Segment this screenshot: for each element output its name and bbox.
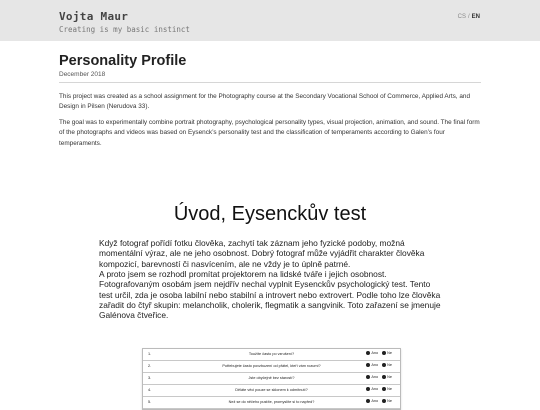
- section-body: [99, 238, 444, 321]
- radio-dot-icon: [366, 399, 370, 403]
- answer-options: [362, 399, 392, 403]
- answer-options: [362, 351, 392, 355]
- radio-dot-icon: [382, 387, 386, 391]
- answer-yes: Ano: [371, 375, 379, 379]
- question-number: 3.: [148, 376, 152, 380]
- question-number: 2.: [148, 364, 152, 368]
- answer-yes: Ano: [371, 387, 379, 391]
- question-number: 5.: [148, 400, 152, 404]
- radio-dot-icon: [382, 375, 386, 379]
- question-text: Potřebujete často povzbuzení od přátel, kteří vám rozumí?: [222, 364, 321, 368]
- answer-no: Ne: [387, 375, 392, 379]
- answer-options: [362, 387, 392, 391]
- question-number: 4.: [148, 388, 152, 392]
- site-header: [0, 0, 540, 41]
- questionnaire-row: [143, 373, 400, 385]
- answer-options: [362, 363, 392, 367]
- questionnaire-row: [143, 397, 400, 409]
- questionnaire-row: [143, 361, 400, 373]
- page-title: Personality Profile: [59, 53, 187, 69]
- question-text: Toužíte často po vzrušení?: [248, 352, 295, 356]
- radio-dot-icon: [366, 375, 370, 379]
- answer-no: Ne: [387, 399, 392, 403]
- intro-text: [59, 92, 481, 154]
- question-text: Děláte věci pouze se sklonem k odmítnutí?: [235, 388, 308, 392]
- divider: [59, 82, 481, 83]
- intro-paragraph: The goal was to experimentally combine portrait photography, psychological personality types, visual projection, animation, and sound. The final form of the photographs and videos was based on Eysenck’s personality test and the classification of temperaments according to Galen’s four temperaments.: [59, 118, 480, 147]
- question-number: 1.: [148, 352, 152, 356]
- radio-dot-icon: [366, 363, 370, 367]
- page-date: December 2018: [59, 71, 106, 78]
- answer-yes: Ano: [371, 399, 379, 403]
- body-paragraph: A proto jsem se rozhodl promítat projektorem na lidské tváře i jejich osobnost. Fotografovaným osobám jsem nejdřív nechal vyplnit Eysenckův psychologický test. Tento test určil, zda je osoba labilní nebo stabilní a introvert nebo extrovert. Podle toho lze člověka zařadit do čtyř skupin: melancholik, cholerik, flegmatik a sangvinik. Toto zařazení se jmenuje Galénova čtveřice.: [99, 268, 441, 321]
- body-paragraph: Když fotograf pořídí fotku člověka, zachytí tak záznam jeho fyzické podoby, možná momentální výraz, ale ne jeho osobnost. Dobrý fotograf může vyjádřit charakter člověka kompozicí, barevností či nasvícením, ale ne vždy je to úplně patrné.: [99, 238, 425, 269]
- site-title[interactable]: Vojta Maur: [59, 10, 129, 23]
- answer-no: Ne: [387, 363, 392, 367]
- intro-paragraph: This project was created as a school assignment for the Photography course at the Secondary Vocational School of Commerce, Applied Arts, and Design in Pilsen (Nerudova 33).: [59, 93, 471, 111]
- answer-no: Ne: [387, 351, 392, 355]
- site-tagline: Creating is my basic instinct: [59, 25, 190, 34]
- questionnaire-row: [143, 349, 400, 361]
- radio-dot-icon: [366, 387, 370, 391]
- lang-separator: /: [467, 14, 470, 20]
- questionnaire-image: [142, 348, 401, 410]
- answer-yes: Ano: [371, 351, 379, 355]
- radio-dot-icon: [382, 399, 386, 403]
- questionnaire-row: [143, 385, 400, 397]
- answer-options: [362, 375, 392, 379]
- answer-yes: Ano: [371, 363, 379, 367]
- radio-dot-icon: [366, 351, 370, 355]
- radio-dot-icon: [382, 363, 386, 367]
- language-switcher: [458, 14, 480, 20]
- question-text: Než se do něčeho pustíte, promyslíte si to napřed?: [228, 400, 315, 404]
- radio-dot-icon: [382, 351, 386, 355]
- answer-no: Ne: [387, 387, 392, 391]
- section-heading: Úvod, Eysenckův test: [173, 203, 367, 225]
- lang-en-link[interactable]: EN: [471, 14, 480, 20]
- lang-cs-link[interactable]: CS: [457, 14, 466, 20]
- question-text: Jste obyčejně bez starostí?: [248, 376, 295, 380]
